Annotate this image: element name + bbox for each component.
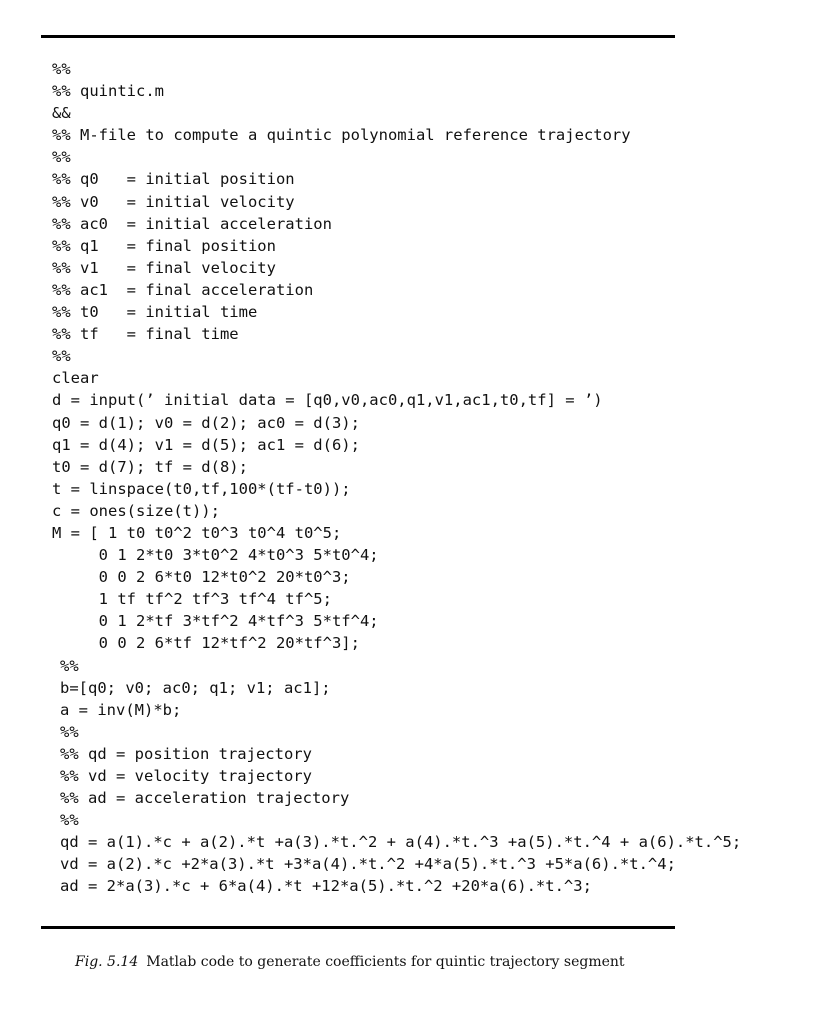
code-line: vd = a(2).*c +2*a(3).*t +3*a(4).*t.^2 +4*a(5).*t.^3 +5*a(6).*t.^4; [60,855,676,874]
matlab-code-listing [52,58,741,898]
code-line: a = inv(M)*b; [60,700,182,719]
code-line: %% v0 = initial velocity [52,192,295,211]
code-line: %% tf = final time [52,325,239,344]
code-line: 0 0 2 6*t0 12*t0^2 20*t0^3; [52,568,351,587]
code-line: %% ad = acceleration trajectory [60,789,350,808]
code-line: %% q0 = initial position [52,170,295,189]
code-line: q1 = d(4); v1 = d(5); ac1 = d(6); [52,435,360,454]
code-line: %% [52,347,71,366]
code-line: %% [60,811,79,830]
code-line: %% [60,722,79,741]
code-line: clear [52,369,99,388]
code-line: q0 = d(1); v0 = d(2); ac0 = d(3); [52,413,360,432]
figure-label: Fig. 5.14 [75,954,139,970]
code-line: 0 1 2*tf 3*tf^2 4*tf^3 5*tf^4; [52,612,379,631]
top-rule [41,35,675,38]
code-line: %% vd = velocity trajectory [60,767,312,785]
code-line: M = [ 1 t0 t0^2 t0^3 t0^4 t0^5; [52,523,342,542]
code-line: 0 1 2*t0 3*t0^2 4*t0^3 5*t0^4; [52,546,379,565]
code-line: %% quintic.m [52,82,164,101]
code-line: ad = 2*a(3).*c + 6*a(4).*t +12*a(5).*t.^2 +20*a(6).*t.^3; [60,877,592,896]
figure-caption [75,954,625,970]
code-line: %% ac0 = initial acceleration [52,214,332,233]
code-line: t0 = d(7); tf = d(8); [52,457,248,476]
code-line: d = input(’ initial data = [q0,v0,ac0,q1,v1,ac1,t0,tf] = ’) [52,391,603,410]
code-line: %% t0 = initial time [52,303,258,322]
code-line: %% [52,60,71,78]
code-line: %% [52,148,71,167]
code-line: qd = a(1).*c + a(2).*t +a(3).*t.^2 + a(4).*t.^3 +a(5).*t.^4 + a(6).*t.^5; [60,833,742,852]
code-line: %% qd = position trajectory [60,744,312,763]
code-line: b=[q0; v0; ac0; q1; v1; ac1]; [60,678,331,697]
code-line: %% M-file to compute a quintic polynomial reference trajectory [52,126,631,145]
bottom-rule [41,926,675,929]
code-line: %% q1 = final position [52,236,276,255]
code-line: %% [60,656,79,675]
code-line: t = linspace(t0,tf,100*(tf-t0)); [52,479,351,498]
code-line: && [52,104,71,123]
code-line: %% v1 = final velocity [52,258,276,277]
code-line: 0 0 2 6*tf 12*tf^2 20*tf^3]; [52,634,360,653]
code-line: %% ac1 = final acceleration [52,280,314,299]
code-line: c = ones(size(t)); [52,501,220,520]
figure-caption-text: Matlab code to generate coefficients for quintic trajectory segment [146,954,625,970]
code-line: 1 tf tf^2 tf^3 tf^4 tf^5; [52,590,332,609]
